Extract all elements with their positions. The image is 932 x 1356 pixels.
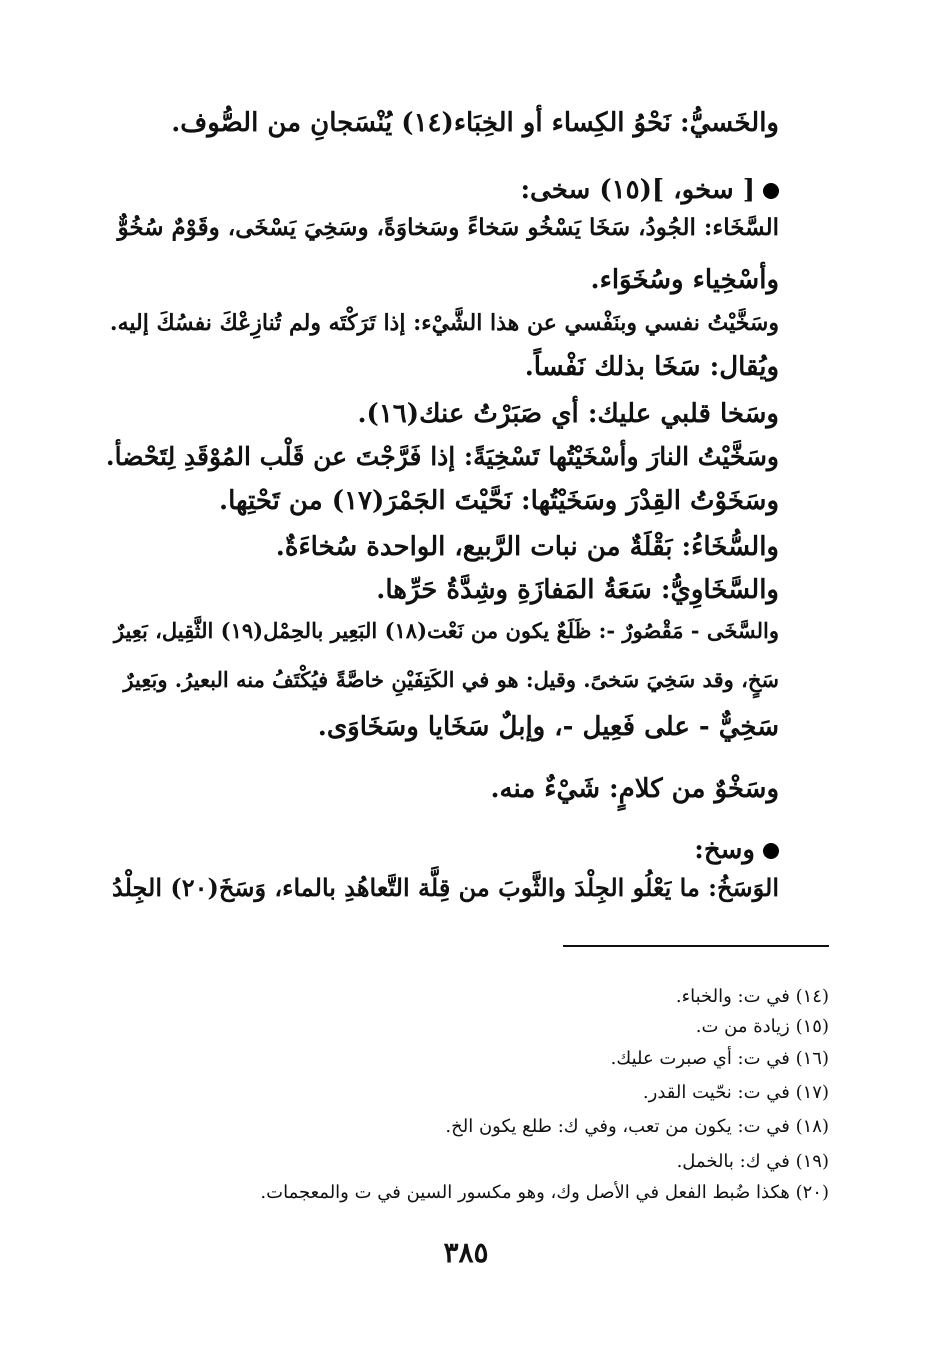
text-line: والسُّخَاءُ: بَقْلَةٌ من نبات الرَّبيع، الواحدة سُخاءَةٌ. — [275, 532, 779, 562]
footnote: (١٨) في ت: يكون من تعب، وفي ك: طلع يكون الخ. — [445, 1116, 829, 1137]
text-line: وسَخْوٌ من كلامٍ: شَيْءٌ منه. — [490, 774, 779, 804]
text-line: وسَخَّيْتُ نفسي وبنَفْسي عن هذا الشَّيْء: إذا تَرَكْتَه ولم تُنازِعْكَ نفسُكَ إليه. — [109, 310, 779, 336]
page-number: ٣٨٥ — [443, 1236, 489, 1269]
footnote: (١٩) في ك: بالخمل. — [676, 1151, 829, 1172]
entry-heading-sakhw — [520, 170, 779, 210]
footnote: (١٤) في ت: والخباء. — [675, 986, 829, 1007]
text-line: وسَخَوْتُ القِدْرَ وسَخَيْتُها: نَحَّيْتَ الجَمْرَ(١٧) من تَحْتِها. — [219, 486, 779, 516]
text-line: وسَخا قلبي عليك: أي صَبَرْتُ عنك(١٦). — [357, 399, 779, 429]
entry-heading-label: [ سخو، ](١٥) سخى: — [520, 175, 755, 205]
text-line: وأسْخِياء وسُخَوَاء. — [590, 265, 779, 295]
footnote: (٢٠) هكذا ضُبط الفعل في الأصل وك، وهو مكسور السين في ت والمعجمات. — [260, 1182, 829, 1203]
footnote: (١٥) زيادة من ت. — [695, 1016, 829, 1037]
entry-heading-wasakh — [694, 830, 779, 870]
text-line: والسَّخَى - مَقْصُورٌ -: ظَلَعٌ يكون من نَعْت(١٨) البَعِير بالحِمْل(١٩) الثَّقِيل، بَعِيرٌ — [113, 618, 779, 643]
text-line: ويُقال: سَخَا بذلك نَفْساً. — [524, 352, 779, 382]
text-line: سَخِيٌّ - على فَعِيل -، وإبلٌ سَخَايا وسَخَاوَى. — [317, 712, 779, 742]
bullet-icon — [763, 843, 779, 859]
text-line: سَخٍ، وقد سَخِيَ سَخىً. وقيل: هو في الكَتِفَيْنِ خاصَّةً فيُكْتَفُ منه البعيرُ. وبَعِيرٌ — [123, 667, 779, 692]
entry-heading-label: وسخ: — [694, 835, 755, 865]
text-line: وسَخَّيْتُ النارَ وأسْخَيْتُها تَسْخِيَةً: إذا فَرَّجْتَ عن قَلْب المُوْقَدِ لِتَحْضأ. — [105, 442, 779, 471]
text-line: والسَّخَاوِيُّ: سَعَةُ المَفازَةِ وشِدَّةُ حَرِّها. — [376, 575, 779, 605]
footnote: (١٧) في ت: نحّيت القدر. — [642, 1082, 829, 1103]
text-line: الوَسَخُ: ما يَعْلُو الجِلْدَ والثَّوبَ من قِلَّة التَّعاهُدِ بالماء، وَسَخَ(٢٠) الجِلْدُ — [112, 873, 779, 902]
footnote-divider — [563, 945, 829, 947]
bullet-icon — [763, 183, 779, 199]
footnote: (١٦) في ت: أي صبرت عليك. — [610, 1048, 829, 1069]
text-line: السَّخَاء: الجُودُ، سَخَا يَسْخُو سَخاءً وسَخاوَةً، وسَخِيَ يَسْخَى، وقَوْمٌ سُخُوٌّ — [117, 214, 779, 241]
text-line: والخَسيُّ: نَحْوُ الكِساء أو الخِبَاء(١٤) يُنْسَجانِ من الصُّوف. — [171, 108, 779, 138]
